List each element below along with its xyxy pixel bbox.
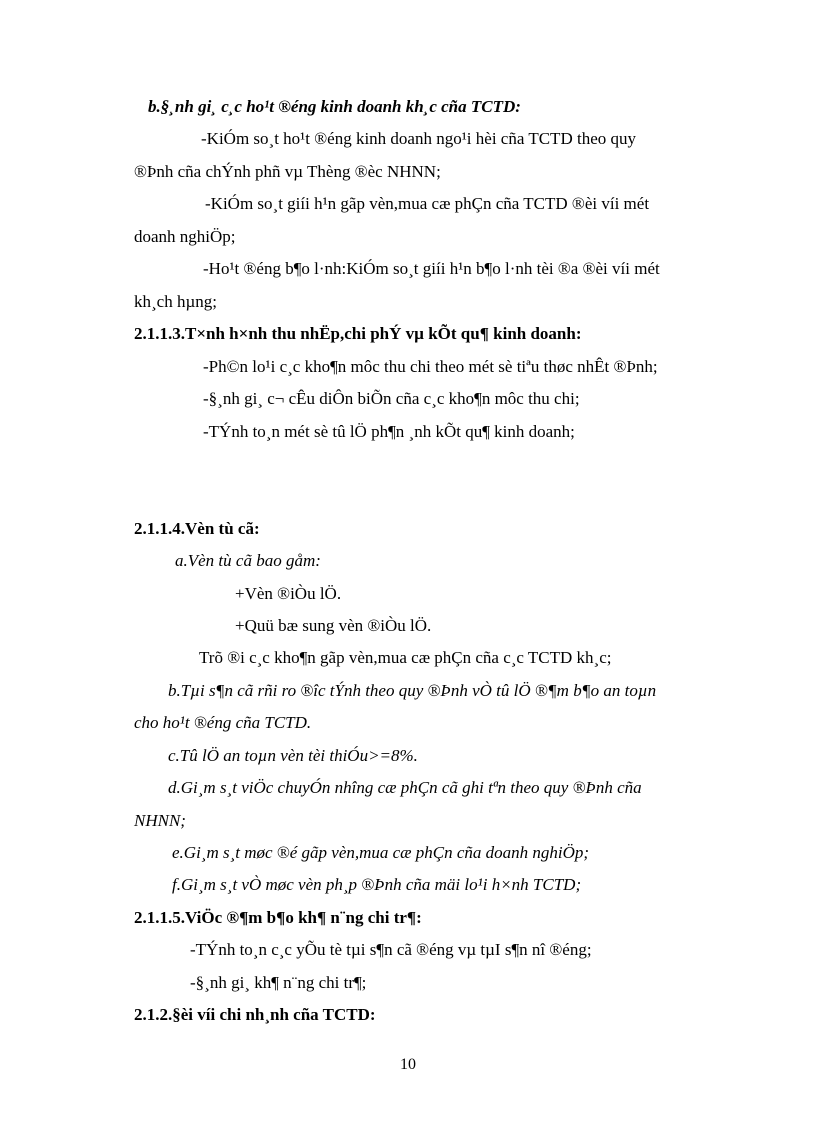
text-line: -TÝnh to¸n c¸c yÕu tè tµi s¶n cã ®éng vµ tµI s¶n nî ®éng; [190, 940, 592, 959]
text-line: -§¸nh gi¸ c¬ cÊu diÔn biÕn cña c¸c kho¶n môc thu chi; [203, 389, 580, 408]
text-line: kh¸ch hµng; [134, 292, 217, 311]
text-line: -Ph©n lo¹i c¸c kho¶n môc thu chi theo mét sè tiªu thøc nhÊt ®Þnh; [203, 357, 658, 376]
text-line: -§¸nh gi¸ kh¶ n¨ng chi tr¶; [190, 973, 367, 992]
text-line: -Ho¹t ®éng b¶o l·nh:KiÓm so¸t giíi h¹n b¶o l·nh tèi ®a ®èi víi mét [203, 259, 660, 278]
section-heading-2-1-2: 2.1.2.§èi víi chi nh¸nh cña TCTD: [134, 1005, 376, 1024]
section-heading-2-1-1-3: 2.1.1.3.T×nh h×nh thu nhËp,chi phÝ vµ kÕt qu¶ kinh doanh: [134, 324, 582, 343]
text-line: f.Gi¸m s¸t vÒ møc vèn ph¸p ®Þnh cña mäi lo¹i h×nh TCTD; [172, 875, 582, 894]
text-line: +Vèn ®iÒu lÖ. [235, 584, 342, 603]
text-line: ®Þnh cña chÝnh phñ vµ Thèng ®èc NHNN; [134, 162, 441, 181]
text-line: a.Vèn tù cã bao gåm: [175, 551, 321, 570]
text-line: -KiÓm so¸t giíi h¹n gãp vèn,mua cæ phÇn cña TCTD ®èi víi mét [205, 194, 650, 213]
text-line: c.Tû lÖ an toµn vèn tèi thiÓu>=8%. [168, 746, 418, 765]
text-line: e.Gi¸m s¸t møc ®é gãp vèn,mua cæ phÇn cña doanh nghiÖp; [172, 843, 590, 862]
text-line: +Quü bæ sung vèn ®iÒu lÖ. [235, 616, 432, 635]
section-heading-2-1-1-4: 2.1.1.4.Vèn tù cã: [134, 519, 260, 538]
text-line: doanh nghiÖp; [134, 227, 236, 246]
page-number: 10 [400, 1056, 416, 1073]
text-line: -KiÓm so¸t ho¹t ®éng kinh doanh ngo¹i hèi cña TCTD theo quy [201, 129, 636, 148]
section-heading-2-1-1-5: 2.1.1.5.ViÖc ®¶m b¶o kh¶ n¨ng chi tr¶: [134, 908, 422, 927]
section-heading-b: b.§¸nh gi¸ c¸c ho¹t ®éng kinh doanh kh¸c cña TCTD: [148, 97, 521, 116]
text-line: b.Tµi s¶n cã rñi ro ®îc tÝnh theo quy ®Þnh vÒ tû lÖ ®¶m b¶o an toµn [168, 681, 657, 700]
text-line: NHNN; [134, 811, 186, 830]
text-line: cho ho¹t ®éng cña TCTD. [134, 713, 312, 732]
text-line: -TÝnh to¸n mét sè tû lÖ ph¶n ¸nh kÕt qu¶ kinh doanh; [203, 422, 575, 441]
text-line: Trõ ®i c¸c kho¶n gãp vèn,mua cæ phÇn cña c¸c TCTD kh¸c; [199, 648, 612, 667]
text-line: d.Gi¸m s¸t viÖc chuyÓn nhîng cæ phÇn cã ghi tªn theo quy ®Þnh cña [168, 778, 642, 797]
